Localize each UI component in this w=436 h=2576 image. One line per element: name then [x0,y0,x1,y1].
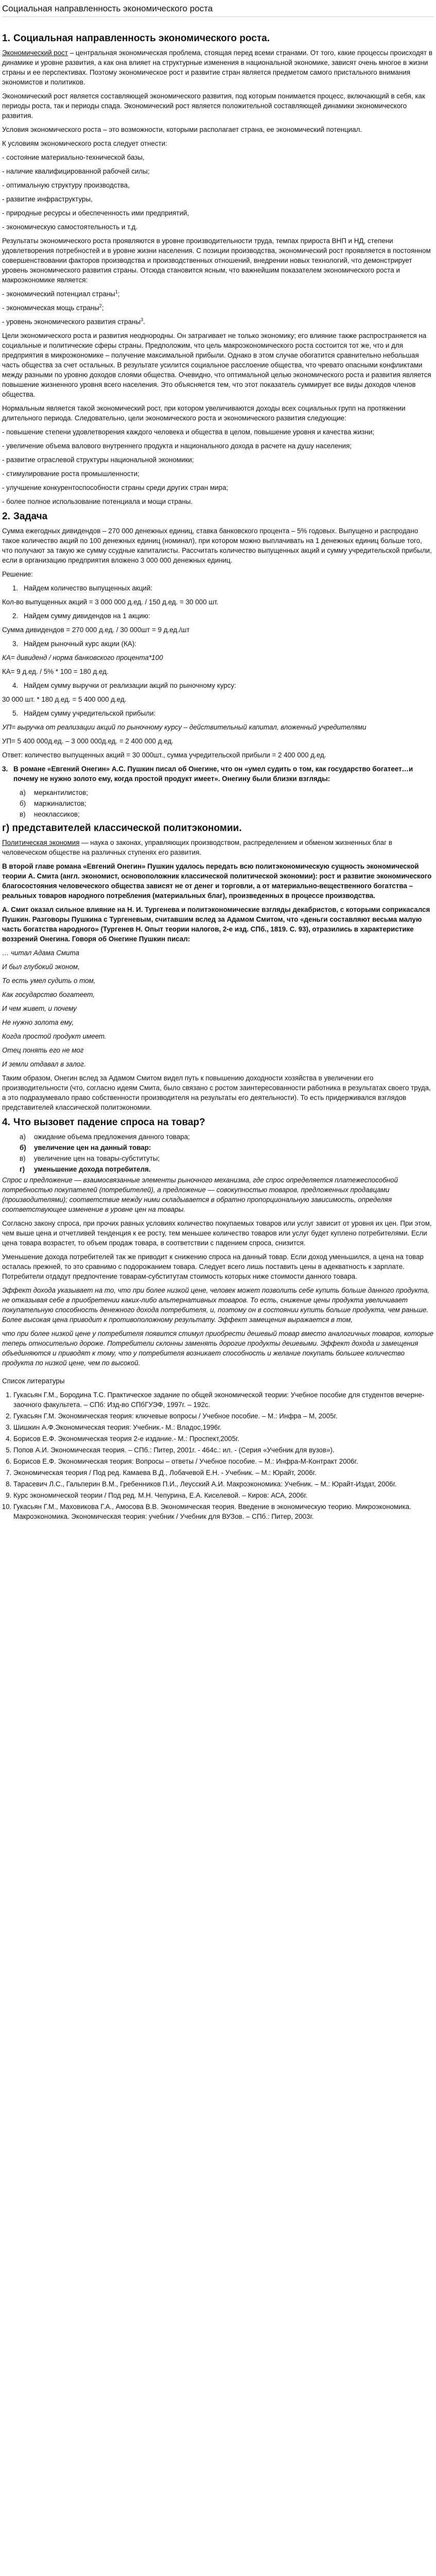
section-3-number: 3. [2,765,8,773]
paragraph: К условиям экономического роста следует отнести: [2,140,167,147]
paragraph: что при более низкой цене у потребителя появится стимул приобрести дешевый товар вместо аналогичных товаров, которые теперь относительно дороже. Потребители склонны заменять дорогие продукты дешевыми. Эффект дохода и замещения объединяются и приводят к тому, что у потребителя возникает способность и желание покупать большее количество продукта по низкой цене, чем по высокой. [2,1330,433,1367]
macro-indicators-list [2,289,434,327]
solution-step: 1. Найдем количество выпущенных акций: [12,584,153,592]
list-item: - развитие отраслевой структуры национальной экономики; [2,456,194,464]
paragraph: Согласно закону спроса, при прочих равных условиях количество покупаемых товаров или услуг зависит от уровня их цен. При этом, чем выше цена и отчетливей тенденция к ее росту, тем меньшее количество товаров или услуг будет куплено потребителями. Если цена товара возрастет, то объем продаж товара, в соответствии с падением спроса, снизится. [2,1219,432,1247]
poem-line: … читал Адама Смита [2,949,79,957]
poem-line: Как государство богатеет, [2,991,95,998]
list-item: - улучшение конкурентоспособности страны среди других стран мира; [2,484,229,492]
paragraph: Таким образом, Онегин вслед за Адамом Смитом видел путь к повышению доходности хозяйства в увеличении его производительности (что, согласно идеям Смита, было связано с ростом заинтересованности работника в результатах своего труда, а это подразумевало право собственности производителя на результаты его деятельности). То есть придерживался взглядов представителей классической политэкономии. [2,1074,431,1111]
reference-item: 3. Шишкин А.Ф.Экономическая теория: Учебник.- М.: Владос,1996г. [13,1422,434,1432]
goals-list [2,427,434,506]
footnote-ref[interactable]: 2 [99,303,102,309]
reference-item: 7. Экономическая теория / Под ред. Камаева В.Д., Лобачевой Е.Н. - Учебник. – М.: Юрайт, 2006г. [13,1468,434,1478]
conditions-list [2,152,434,232]
solution-step: 2. Найдем сумму дивидендов на 1 акцию: [12,612,150,620]
list-item: - природные ресурсы и обеспеченность ими предприятий, [2,209,189,217]
poem-line: И чем живет, и почему [2,1005,77,1012]
term-political-economy: Политическая экономия [2,839,80,846]
paragraph: Уменьшение дохода потребителей так же приводит к снижению спроса на данный товар. Если доход уменьшился, а цена на товар осталась прежней, то это сравнимо с подорожанием товара. Следует всего лишь поставить цены в адекватность к зарплате. Потребители отдадут предпочтение товарам-субститутам стоимость которых ниже стоимости данного товара. [2,1253,424,1280]
answer-line: Ответ: количество выпущенных акций = 30 000шт., сумма учредительской прибыли = 2 400 000 д.ед. [2,751,326,759]
option-item-selected: б) увеличение цен на данный товар: [20,1144,151,1151]
option-item-selected: г) уменьшение дохода потребителя. [20,1165,151,1173]
paragraph: А. Смит оказал сильное влияние на Н. И. Тургенева и политэкономические взгляды декабристов, с которыми соприкасался Пушкин. Разговоры Пушкина с Тургеневым, считавшим вслед за Адамом Смитом, что «деньги составляют весьма малую часть богатства народного» (Тургенев Н. Опыт теории налогов, 2-е изд. СПб., 1819. С. 93), отразились в характеристике воззрений Онегина. Говоря об Онегине Пушкин писал: [2,906,430,943]
document-title: Социальная направленность экономического роста [2,0,434,17]
paragraph-economic-growth: Экономический рост – центральная экономическая проблема, стоящая перед всеми странами. От того, какие процессы происходят в динамике и уровне развития, а как она влияет на структурные изменения в национальной экономике, зависят очень многое в жизни страны и ее перспективах. Поэтому экономическое рост и развитие стран является предметом самого пристального внимания экономистов и политиков. [2,49,432,86]
reference-item: 9. Курс экономической теории / Под ред. М.Н. Чепурина, Е.А. Киселевой. – Киров: АСА, 2006г. [13,1490,434,1500]
option-item: а) меркантилистов; [20,789,88,796]
term-economic-growth: Экономический рост [2,49,68,57]
section-3-options [2,788,434,819]
references-list [2,1390,434,1521]
section-3-question: 3. В романе «Евгений Онегин» А.С. Пушкин писал об Онегине, что он «умел судить о том, как государство богатеет…и почему не нужно золото ему, когда простой продукт имеет». Онегину были близки взгляды: [2,765,413,783]
reference-item: 6. Борисов Е.Ф. Экономическая теория: Вопросы – ответы / Учебное пособие. – М.: Инфра-М-Контракт 2006г. [13,1456,434,1466]
section-4-heading [2,1116,434,1129]
paragraph: Эффект дохода указывает на то, что при более низкой цене, человек может позволить себе купить больше данного продукта, не отказывая себе в приобретении каких-либо альтернативных товаров. То есть, снижение цены продукта увеличивает покупательную способность денежного дохода потребителя, и, поэтому он в состоянии купить больше продукта, чем раньше. Более высокая цена приводит к противоположному результату. Эффект замещения выражается в том, [2,1286,430,1324]
section-2-title: Задача [13,511,48,522]
poem-line: То есть умел судить о том, [2,977,96,985]
list-item: - развитие инфраструктуры, [2,195,93,203]
reference-item: 2. Гукасьян Г.М. Экономическая теория: ключевые вопросы / Учебное пособие. – М.: Инфра – М, 2005г. [13,1411,434,1421]
solution-line: 30 000 шт. * 180 д.ед. = 5 400 000 д.ед. [2,696,127,703]
solution-step: 4. Найдем сумму выручки от реализации акций по рыночному курсу: [12,682,236,689]
paragraph: Экономический рост является составляющей экономического развития, под которым понимается процесс, включающий в себя, как периоды роста, так и периоды спада. Экономический рост является положительной составляющей динамики экономического развития. [2,92,425,120]
solution-steps [2,583,434,760]
section-2-heading [2,511,434,523]
list-item: - увеличение объема валового внутреннего продукта и национального дохода в расчете на душу населения; [2,442,352,450]
reference-item: 1. Гукасьян Г.М., Бородина Т.С. Практическое задание по общей экономической теории: Учебное пособие для студентов вечерне-заочного факультета. – СПб: Изд-во СПбГУЭФ, 1997г. – 192с. [13,1390,434,1410]
formula-line: КА= дивиденд / норма банковского процента*100 [2,654,163,662]
poem-line: И земли отдавал в залог. [2,1060,86,1068]
list-item: - экономический потенциал страны$^1$; [2,289,120,298]
section-4-number: 4. [2,1117,10,1128]
solution-step: 5. Найдем сумму учредительской прибыли: [12,709,156,717]
section-2-number: 2. [2,511,10,522]
poem-line: И был глубокий эконом, [2,963,80,971]
option-item: а) ожидание объема предложения данного товара; [20,1133,190,1141]
reference-item: 4. Борисов Е.Ф. Экономическая теория 2-е издание.- М.: Проспект,2005г. [13,1434,434,1444]
paragraph: В второй главе романа «Евгений Онегин» Пушкин удалось передать всю политэкономическую сущность экономической теории А. Смита (англ. экономист, основоположник классической политической экономии): рост и развитие экономического благосостояния человеческого общества зависят не от денег и торговли, а от материально-вещественного богатства – реальных товаров народного потребления (материальных благ), произведенных в процессе производства. [2,862,432,900]
problem-statement: Сумма ежегодных дивидендов – 270 000 денежных единиц, ставка банковского процента – 5% годовых. Выпущено и распродано такое количество акций по 100 денежных единиц (номинал), при котором можно выплачивать на 1 денежных единиц больше того, что получают за такую же сумму ссудные капиталисты. Рассчитать количество выпущенных акций и сумму учредительской прибыли, если в организацию предприятия вложено 3 000 000 денежных единиц. [2,527,432,564]
formula-line: УП= выручка от реализации акций по рыночному курсу – действительный капитал, вложенный учредителями [2,723,367,731]
poem-quote [2,948,434,1069]
list-item: - уровень экономического развития страны$^3$. [2,317,145,326]
footnote-ref[interactable]: 3 [141,317,144,323]
option-item: в) увеличение цен на товары-субституты; [20,1155,160,1162]
solution-line: УП= 5 400 000д.ед. – 3 000 000д.ед. = 2 400 000 д.ед. [2,737,173,745]
reference-item: 5. Попов А.И. Экономическая теория. – СПб.: Питер, 2001г. - 464с.: ил. - (Серия «Учебник для вузов»). [13,1445,434,1455]
reference-item: 8. Тарасевич Л.С., Гальперин В.М., Гребенников П.И., Леусский А.И. Макроэкономика: Учебник. – М.: Юрайт-Издат, 2006г. [13,1479,434,1489]
paragraph: Спрос и предложение — взаимосвязанные элементы рыночного механизма, где спрос определяется платежеспособной потребностью покупателей (потребителей), а предложение — совокупностью товаров, предложенных продавцами (производителями); соответствие между ними складывается в обратно пропорциональную зависимость, определяя соответствующее изменение в уровне цен на товары. [2,1176,398,1213]
section-4-options [2,1132,434,1174]
list-item: - оптимальную структуру производства, [2,181,130,189]
list-item: - состояние материально-технической базы, [2,154,145,161]
paragraph: Нормальным является такой экономический рост, при котором увеличиваются доходы всех социальных групп на протяжении длительного периода. Следовательно, цели экономического роста и экономического развития следующие: [2,404,406,422]
poem-line: Отец понять его не мог [2,1046,84,1054]
section-1-title: Социальная направленность экономического роста. [13,33,270,44]
poem-line: Когда простой продукт имеет. [2,1032,107,1040]
solution-step: 3. Найдем рыночный курс акции (КА): [12,640,137,648]
list-item: - стимулирование роста промышленности; [2,470,139,478]
section-1-heading [2,32,434,45]
section-1-number: 1. [2,33,10,44]
footnote-ref[interactable]: 1 [115,289,118,295]
list-item: - экономическую самостоятельность и т.д. [2,223,137,231]
solution-label: Решение: [2,570,33,578]
paragraph: Результаты экономического роста проявляются в уровне производительности труда, темпах прироста ВНП и НД, степени удовлетворения потребностей и в уровне жизни населения. С позиции производства, экономический рост проявляется в постоянном совершенствовании факторов производства и производственных отношений, внедрении новых технологий, что демонстрирует уровень экономического развития страны. Отсюда становится ясным, что важнейшим показателем экономического роста и макроэкономике является: [2,237,431,284]
paragraph-political-economy: Политическая экономия — наука о законах, управляющих производством, распределением и обменом жизненных благ в человеческом обществе на различных ступенях его развития. [2,839,392,856]
list-item: - более полное использование потенциала и мощи страны. [2,498,193,505]
option-item: б) маржиналистов; [20,800,86,807]
section-3-answer-heading: г) представителей классической политэкономии. [2,823,242,834]
option-item: в) неоклассиков; [20,810,80,818]
paragraph: Цели экономического роста и развития неоднородны. Он затрагивает не только экономику; его влияние также распространяется на социальные и политические сферы страны. Предположим, что цель макроэкономического роста состоится тот же, что и для предприятия в микроэкономике – получение максимальной прибыли. Однако в этом случае обогатится сравнительно небольшая часть общества за счет остальных. В результате усилится социальное расслоение общества, что чревато опасными конфликтами между разными по уровню доходов слоями общества. Очевидно, что оптимальной целью экономического роста и развития является повышение жизненного уровня всего населения. Это объясняется тем, что этот показатель суммирует все виды доходов членов общества. [2,332,431,398]
list-item: - наличие квалифицированной рабочей силы; [2,167,150,175]
list-item: - повышение степени удовлетворения каждого человека и общества в целом, повышение уровня и качества жизни; [2,428,375,436]
solution-line: КА= 9 д.ед. / 5% * 100 = 180 д.ед. [2,668,109,675]
section-4-title: Что вызовет падение спроса на товар? [13,1117,205,1128]
paragraph: Условия экономического роста – это возможности, которыми располагает страна, ее экономический потенциал. [2,126,362,133]
references-heading: Список литературы [2,1377,65,1385]
poem-line: Не нужно золота ему, [2,1019,74,1026]
solution-line: Кол-во выпущенных акций = 3 000 000 д.ед. / 150 д.ед. = 30 000 шт. [2,598,219,606]
solution-line: Сумма дивидендов = 270 000 д.ед. / 30 000шт = 9 д.ед./шт [2,626,190,634]
reference-item: 10. Гукасьян Г.М., Маховикова Г.А., Амосова В.В. Экономическая теория. Введение в экономическую теорию. Микроэкономика. Макроэкономика. Экономическая теория: учебник / Учебник для ВУЗов. – СПб.: Питер, 2003г. [13,1502,434,1521]
list-item: - экономическая мощь страны$^2$; [2,303,104,312]
